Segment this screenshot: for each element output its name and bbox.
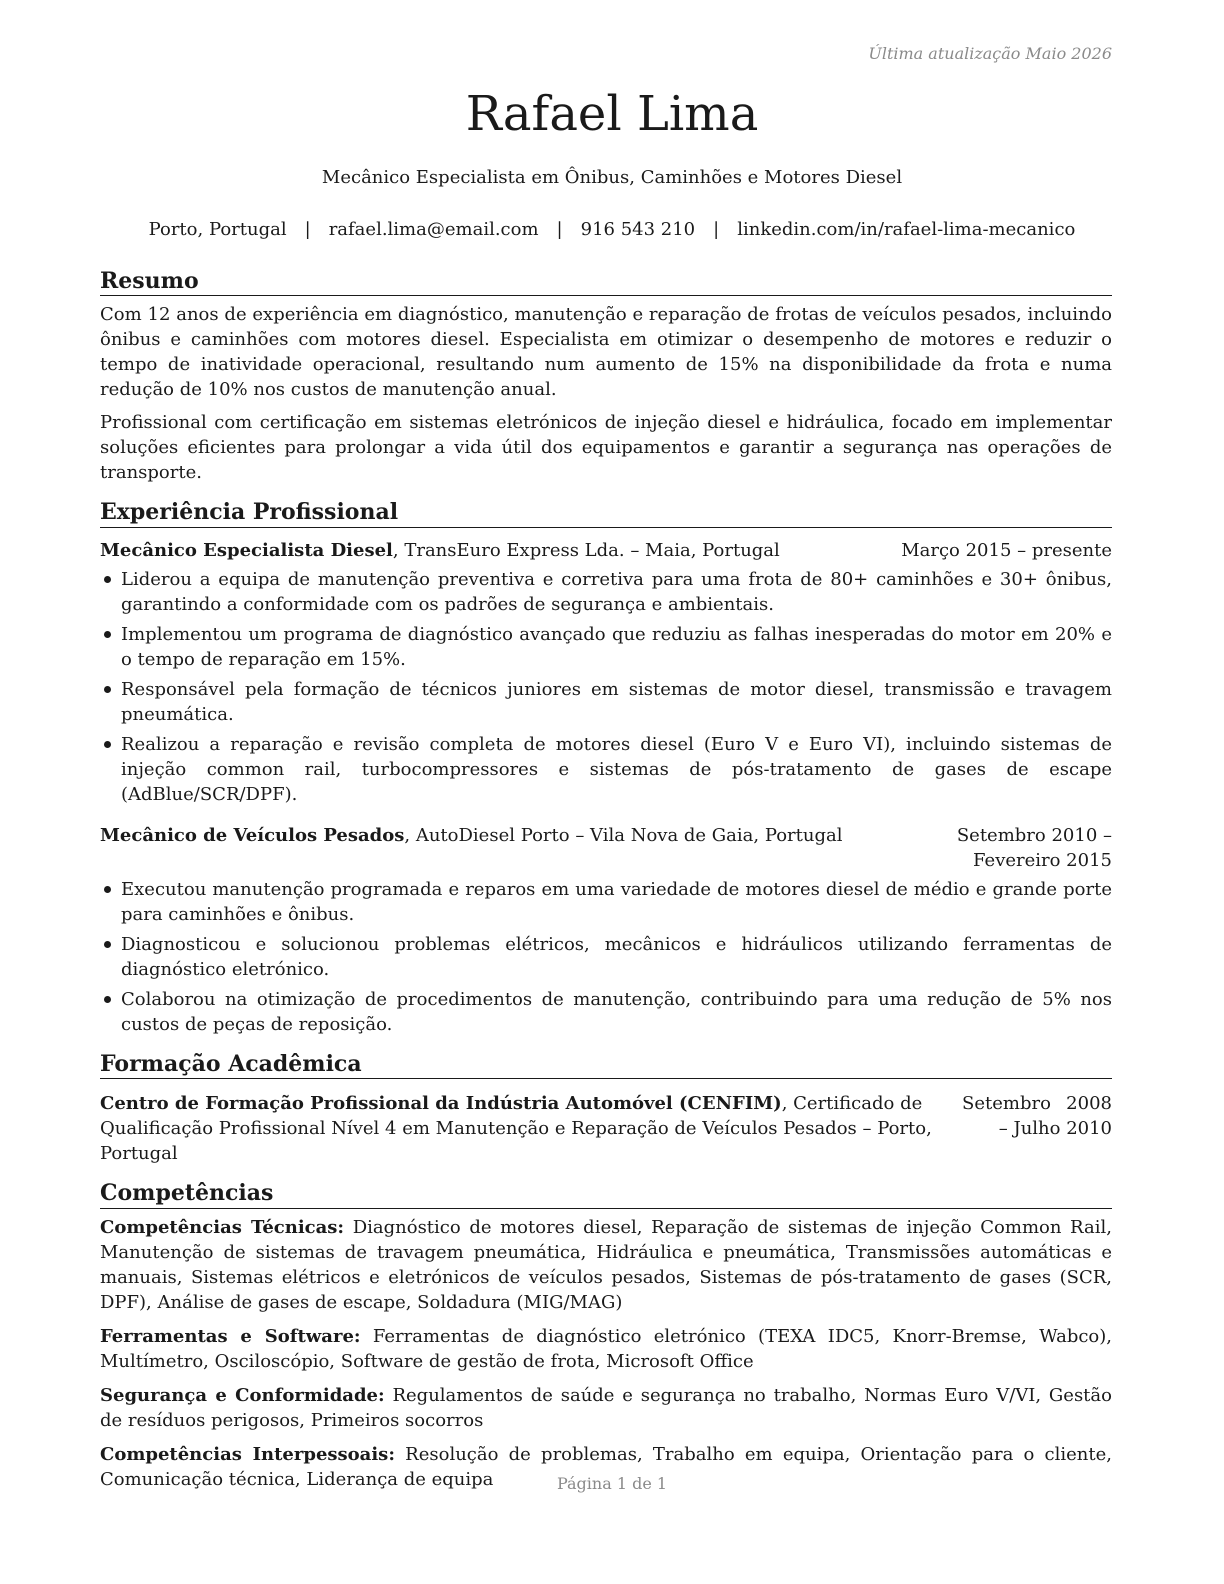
contact-linkedin[interactable]: linkedin.com/in/rafael-lima-mecanico <box>737 219 1076 240</box>
bullet-icon <box>104 886 111 893</box>
education-dates: Setembro 2008 – Julho 2010 <box>962 1093 1112 1140</box>
section-title-education: Formação Acadêmica <box>100 1051 1112 1079</box>
job-company: , TransEuro Express Lda. – Maia, Portugal <box>392 539 780 561</box>
section-title-summary: Resumo <box>100 268 1112 296</box>
contact-separator: | <box>556 219 563 240</box>
skill-group <box>100 1324 1112 1374</box>
summary-section <box>100 268 1112 485</box>
job-bullet-text: Responsável pela formação de técnicos juniores em sistemas de motor diesel, transmissão e travagem pneumática. <box>121 678 1112 725</box>
resume-content <box>100 268 1112 1506</box>
last-updated-note: Última atualização Maio 2026 <box>868 44 1112 63</box>
job-bullet <box>100 677 1112 727</box>
job-bullet-text: Implementou um programa de diagnóstico avançado que reduziu as falhas inesperadas do motor em 20% e o tempo de reparação em 15%. <box>121 623 1112 670</box>
skill-group-label: Competências Técnicas: <box>100 1216 345 1238</box>
contact-location: Porto, Portugal <box>148 219 287 240</box>
contact-separator: | <box>304 219 311 240</box>
skill-group <box>100 1215 1112 1315</box>
job-company: , AutoDiesel Porto – Vila Nova de Gaia, Portugal <box>404 824 843 846</box>
education-text <box>100 1091 960 1166</box>
section-title-experience: Experiência Profissional <box>100 499 1112 527</box>
job-bullets <box>100 567 1112 807</box>
bullet-icon <box>104 686 111 693</box>
job-bullet <box>100 622 1112 672</box>
contact-email[interactable]: rafael.lima@email.com <box>328 219 539 240</box>
job-role: Mecânico Especialista Diesel <box>100 539 393 561</box>
education-section <box>100 1051 1112 1166</box>
skill-group-text: Ferramentas de diagnóstico eletrónico (TEXA IDC5, Knorr-Bremse, Wabco), Multímetro, Osciloscópio, Software de gestão de frota, Microsoft Office <box>100 1325 1113 1372</box>
job-bullet-text: Diagnosticou e solucionou problemas elétricos, mecânicos e hidráulicos utilizando ferramentas de diagnóstico eletrónico. <box>121 933 1112 980</box>
job-bullet <box>100 987 1112 1037</box>
skill-group-label: Competências Interpessoais: <box>100 1443 395 1465</box>
job-bullet-text: Realizou a reparação e revisão completa de motores diesel (Euro V e Euro VI), incluindo sistemas de injeção common rail, turbocompressores e sistemas de pós-tratamento de gases de escape (AdBlue/SCR/DPF). <box>121 733 1112 805</box>
job-header <box>100 823 1112 873</box>
job-entry <box>100 823 1112 1037</box>
education-institution: Centro de Formação Profissional da Indústria Automóvel (CENFIM) <box>100 1093 782 1115</box>
bullet-icon <box>104 741 111 748</box>
skill-group <box>100 1383 1112 1433</box>
education-details: , Certificado de Qualificação Profissional Nível 4 em Manutenção e Reparação de Veículos Pesados – Porto, Portugal <box>100 1093 932 1165</box>
job-bullet-text: Colaborou na otimização de procedimentos de manutenção, contribuindo para uma redução de 5% nos custos de peças de reposição. <box>121 988 1112 1035</box>
bullet-icon <box>104 576 111 583</box>
education-entry <box>100 1091 1112 1166</box>
job-bullets <box>100 877 1112 1037</box>
skill-group-label: Segurança e Conformidade: <box>100 1384 385 1406</box>
job-bullet-text: Liderou a equipa de manutenção preventiva e corretiva para uma frota de 80+ caminhões e 30+ ônibus, garantindo a conformidade com os padrões de segurança e ambientais. <box>121 568 1112 615</box>
bullet-icon <box>104 631 111 638</box>
summary-paragraph: Profissional com certificação em sistemas eletrónicos de injeção diesel e hidráulica, focado em implementar soluções eficientes para prolongar a vida útil dos equipamentos e garantir a segurança nas operações de transporte. <box>100 412 1112 484</box>
section-title-skills: Competências <box>100 1180 1112 1208</box>
summary-paragraph: Com 12 anos de experiência em diagnóstico, manutenção e reparação de frotas de veículos pesados, incluindo ônibus e caminhões com motores diesel. Especialista em otimizar o desempenho de motores e reduzir o tempo de inatividade operacional, resultando num aumento de 15% na disponibilidade da frota e numa redução de 10% nos custos de manutenção anual. <box>100 304 1112 401</box>
job-bullet <box>100 932 1112 982</box>
job-bullet <box>100 877 1112 927</box>
experience-section <box>100 499 1112 1036</box>
job-bullet <box>100 567 1112 617</box>
skill-group-text: Resolução de problemas, Trabalho em equipa, Orientação para o cliente, Comunicação técnica, Liderança de equipa <box>100 1443 1112 1490</box>
skills-section <box>100 1180 1112 1491</box>
skill-group-label: Ferramentas e Software: <box>100 1325 361 1347</box>
job-entry <box>100 538 1112 807</box>
job-bullet-text: Executou manutenção programada e reparos em uma variedade de motores diesel de médio e grande porte para caminhões e ônibus. <box>121 878 1112 925</box>
contact-separator: | <box>713 219 720 240</box>
job-role: Mecânico de Veículos Pesados <box>100 824 405 846</box>
bullet-icon <box>104 941 111 948</box>
job-dates: Setembro 2010 – Fevereiro 2015 <box>956 824 1112 871</box>
skill-group-text: Diagnóstico de motores diesel, Reparação de sistemas de injeção Common Rail, Manutenção de sistemas de travagem pneumática, Hidráulica e pneumática, Transmissões automáticas e manuais, Sistemas elétricos e eletrónicos de veículos pesados, Sistemas de pós-tratamento de gases (SCR, DPF), Análise de gases de escape, Soldadura (MIG/MAG) <box>100 1216 1112 1313</box>
candidate-headline: Mecânico Especialista em Ônibus, Caminhões e Motores Diesel <box>321 167 903 188</box>
page-number: Página 1 de 1 <box>556 1474 668 1493</box>
job-title-line <box>100 823 872 873</box>
job-title-line <box>100 538 901 563</box>
job-header <box>100 538 1112 563</box>
bullet-icon <box>104 996 111 1003</box>
skill-group-text: Regulamentos de saúde e segurança no trabalho, Normas Euro V/VI, Gestão de resíduos perigosos, Primeiros socorros <box>100 1384 1112 1431</box>
contact-line <box>0 219 1224 240</box>
job-bullet <box>100 732 1112 807</box>
contact-phone: 916 543 210 <box>580 219 696 240</box>
candidate-name: Rafael Lima <box>465 86 759 142</box>
job-dates: Março 2015 – presente <box>901 539 1112 561</box>
